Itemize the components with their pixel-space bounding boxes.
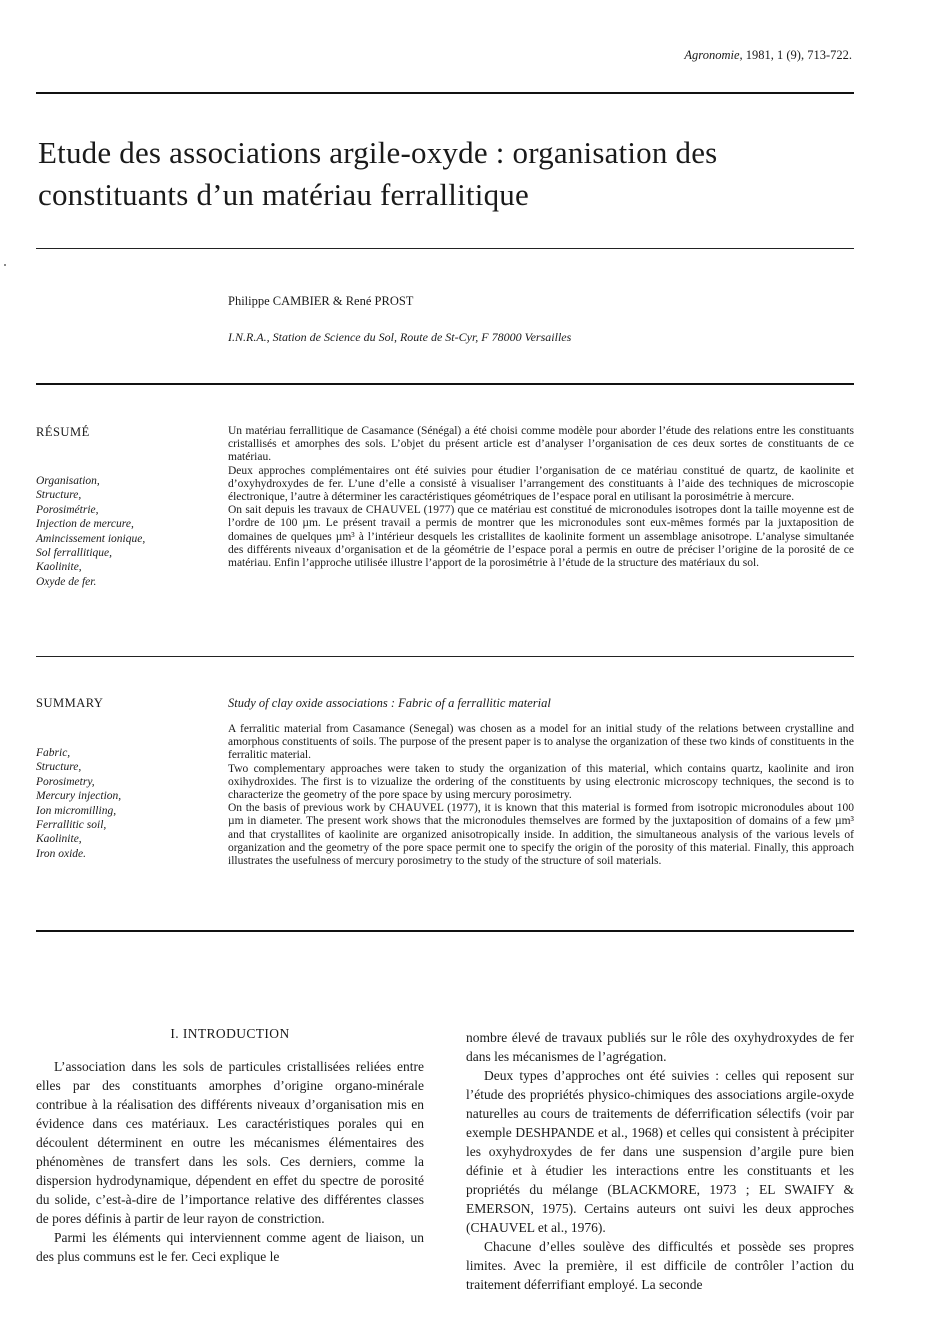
keyword: Structure,	[36, 761, 82, 774]
keyword: Kaolinite,	[36, 833, 82, 846]
title-line-2: constituants d’un matériau ferrallitique	[38, 177, 529, 212]
body-paragraph: Deux types d’approches ont été suivies : celles qui reposent sur l’étude des propriétés physico-chimiques des associations argile-oxyde naturelles au cours de traitements de déferrification sélectifs (voir par exemple DESHPANDE et al., 1968) et celles qui consistent à précipiter les oxyhydroxydes de fer dans une suspension d’argile pure bien définie et à étudier les interactions entre les constituants et les propriétés du mélange (BLACKMORE, 1973 ; EL SWAIFY & EMERSON, 1975). Certains auteurs ont suivi les deux approches (CHAUVEL et al., 1976).	[466, 1068, 854, 1235]
body-paragraph: L’association dans les sols de particules cristallisées reliées entre elles par des constituants amorphes d’origine organo-minérale contribue à la réalisation des différents niveaux d’organisation mis en évidence dans ces matériaux. Les caractéristiques porales qui en découlent déterminent en outre les mécanismes élémentaires des phénomènes de transfert dans les sols. Ces derniers, comme la dispersion hydrodynamique, dépendent en effet du spectre de porosité du solide, c’est-à-dire de l’importance relative des différentes classes de pores définis à partir de leur rayon de constriction.	[36, 1059, 424, 1226]
title-line-1: Etude des associations argile-oxyde : organisation des	[38, 135, 718, 170]
keyword: Mercury injection,	[36, 790, 122, 803]
keyword: Porosimetry,	[36, 775, 95, 788]
journal-name: Agronomie,	[684, 48, 743, 62]
keyword: Iron oxide.	[36, 847, 87, 860]
keyword: Porosimétrie,	[36, 503, 99, 516]
header-rule	[36, 92, 854, 94]
summary-paragraph: On the basis of previous work by CHAUVEL (1977), it is known that this material is formed from isotropic micronodules about 100 µm in diameter. The present work shows that the micronodules themselves are formed by the juxtaposition of domains of a few µm³ and that crystallites of kaolinite are organized anisotropically inside. In addition, the simultaneous analysis of the various levels of organization and the geometry of the pore space permit one to specify the origin of the porosity of this material. Finally, this approach illustrates the usefulness of mercury porosimetry to the study of the structure of soil materials.	[228, 802, 854, 868]
affiliation: I.N.R.A., Station de Science du Sol, Route de St-Cyr, F 78000 Versailles	[228, 330, 572, 344]
article-title	[38, 132, 856, 216]
body-paragraph: nombre élevé de travaux publiés sur le rôle des oxyhydroxydes de fer dans les mécanismes de l’agrégation.	[466, 1030, 854, 1064]
keyword: Ferrallitic soil,	[36, 819, 107, 832]
summary-keywords	[36, 746, 206, 861]
body-column-right	[466, 1028, 854, 1294]
journal-volume-pages: 1981, 1 (9), 713-722.	[742, 48, 852, 62]
body-paragraph: Parmi les éléments qui interviennent comme agent de liaison, un des plus communs est le fer. Ceci explique le	[36, 1230, 424, 1264]
summary-text	[228, 723, 854, 868]
body-paragraph: Chacune d’elles soulève des difficultés et possède ses propres limites. Avec la première, il est difficile de contrôler l’action du traitement déferrifiant employé. La seconde	[466, 1239, 854, 1292]
summary-label: SUMMARY	[36, 696, 104, 710]
keyword: Sol ferrallitique,	[36, 547, 113, 560]
summary-paragraph: Two complementary approaches were taken to study the organization of this material, which contains quartz, kaolinite and iron oxihydroxides. The first is to vizualize the ordering of the constituents by using electronic microscopy techniques, the second is to characterize the geometry of the pore space by using mercury porosimetry.	[228, 762, 854, 802]
keyword: Amincissement ionique,	[36, 532, 146, 545]
resume-rule	[36, 656, 854, 657]
keyword: Kaolinite,	[36, 561, 82, 574]
summary-paragraph: A ferralitic material from Casamance (Senegal) was chosen as a model for an initial study of the relations between crystalline and amorphous constituents of soils. The purpose of the present paper is to analyse the organization of these two kinds of constituents in the ferralitic material.	[228, 723, 854, 762]
keyword: Fabric,	[36, 747, 71, 759]
summary-title: Study of clay oxide associations : Fabric of a ferrallitic material	[228, 696, 551, 710]
section-heading-introduction: I. INTRODUCTION	[170, 1026, 290, 1041]
keyword: Ion micromilling,	[36, 804, 117, 817]
title-rule	[36, 248, 854, 249]
journal-citation	[684, 48, 852, 63]
resume-keywords	[36, 474, 206, 589]
summary-rule	[36, 930, 854, 932]
authors: Philippe CAMBIER & René PROST	[228, 294, 414, 308]
keyword: Structure,	[36, 489, 82, 502]
resume-paragraph: On sait depuis les travaux de CHAUVEL (1977) que ce matériau est constitué de micronodules isotropes dont la taille moyenne est de l’ordre de 100 µm. Le présent travail a permis de montrer que les micronodules sont eux-mêmes formés par la juxtaposition de domaines de quelques µm³ à l’intérieur desquels les cristallites de kaolinite forment un assemblage anisotrope. L’analyse simultanée des différents niveaux d’organisation et de la géométrie de l’espace poral a permis en outre de préciser l’origine de la porosité de ce matériau. Enfin l’approche utilisée illustre l’apport de la porosimétrie à l’étude de la structure des matériaux du sol.	[228, 504, 854, 570]
keyword: Organisation,	[36, 475, 100, 487]
body-column-left	[36, 1057, 424, 1266]
keyword: Injection de mercure,	[36, 518, 134, 531]
margin-mark	[4, 264, 6, 266]
resume-paragraph: Deux approches complémentaires ont été suivies pour étudier l’organisation de ce matériau constitué de quartz, de kaolinite et d’oxyhydroxydes de fer. L’une d’elle a consisté à visualiser l’arrangement des constituants à l’aide des techniques de microscopie électronique, l’autre à déterminer les caractéristiques géométriques de l’espace poral en utilisant la porosimétrie à mercure.	[228, 464, 854, 504]
keyword: Oxyde de fer.	[36, 575, 97, 588]
resume-text	[228, 425, 854, 570]
resume-label: RÉSUMÉ	[36, 425, 90, 439]
authors-rule	[36, 383, 854, 385]
resume-paragraph: Un matériau ferrallitique de Casamance (Sénégal) a été choisi comme modèle pour aborder l’étude des relations entre les constituants cristallisés et amorphes des sols. L’objet du présent article est d’analyser l’organisation de ces deux sortes de constituants de ce matériau.	[228, 425, 854, 464]
